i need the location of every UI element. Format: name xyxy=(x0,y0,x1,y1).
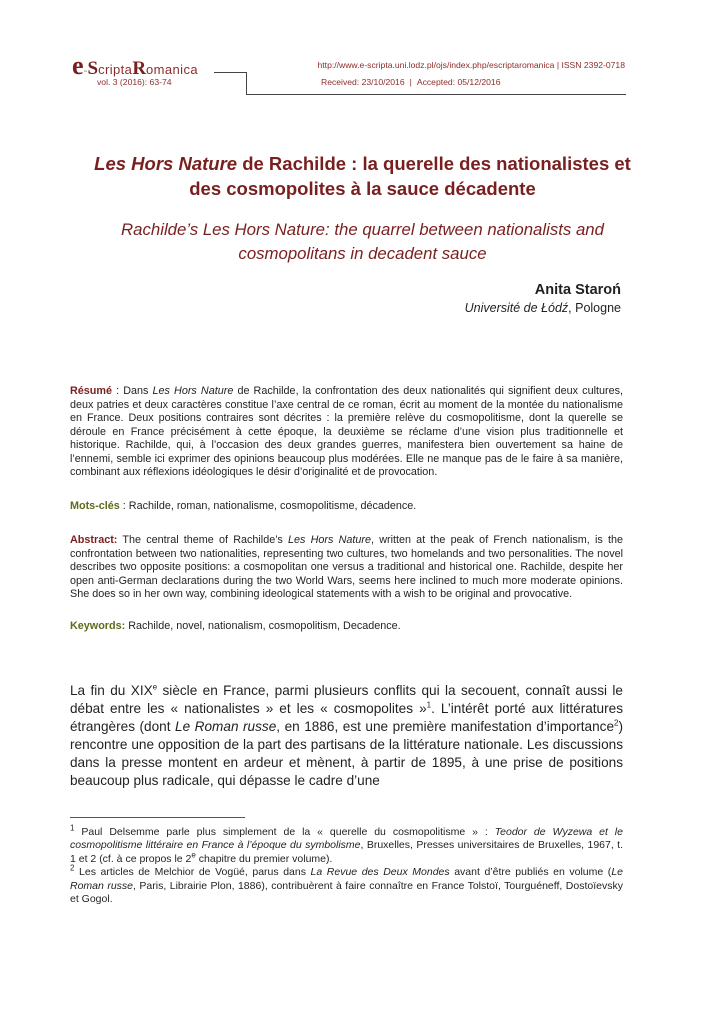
header-rule-left xyxy=(214,72,247,73)
article-title xyxy=(70,151,655,201)
mots-cles-text: : Rachilde, roman, nationalisme, cosmopolitisme, décadence. xyxy=(119,500,417,512)
abstract-paragraph xyxy=(70,534,623,602)
footnote-1-sup: e xyxy=(191,850,196,860)
body-paragraph xyxy=(70,682,623,790)
body-italic: Le Roman russe xyxy=(175,719,277,734)
footnote-1-pre: Paul Delsemme parle plus simplement de la « querelle du cosmopolitisme » : xyxy=(74,826,495,838)
logo-dash: - xyxy=(83,64,88,77)
accepted-date: Accepted: 05/12/2016 xyxy=(416,77,501,87)
footnote-ref-1[interactable]: 1 xyxy=(426,700,432,710)
author-block xyxy=(465,282,621,315)
footnote-2-pre: Les articles de Melchior de Vogüé, parus dans xyxy=(74,866,311,879)
received-date: Received: 23/10/2016 xyxy=(321,77,405,87)
subtitle-line2: cosmopolitans in decadent sauce xyxy=(238,244,487,263)
title-line1: de Rachilde : la querelle des nationalistes et xyxy=(237,153,631,174)
mots-cles xyxy=(70,500,623,514)
header-rule-vertical xyxy=(246,72,247,94)
subtitle-line1: Rachilde’s Les Hors Nature: the quarrel between nationalists and xyxy=(121,220,604,239)
body-sup: e xyxy=(152,682,158,692)
footnote-1-post: , Bruxelles, Presses universitaires de Bruxelles, 1967, t. 1 et 2 (cf. à ce propos le 2 xyxy=(70,839,623,865)
resume-label: Résumé xyxy=(70,385,113,397)
body-text-4: , en 1886, est une première manifestation d’importance xyxy=(276,719,615,734)
logo-cripta: cripta xyxy=(98,62,133,77)
journal-logo xyxy=(72,53,198,79)
footnote-2-mid: avant d’être publiés en volume ( xyxy=(449,866,612,879)
footnote-1-end: chapitre du premier volume). xyxy=(195,852,333,865)
affiliation-country: , Pologne xyxy=(568,301,621,315)
footnote-2-end: , Paris, Librairie Plon, 1886), contribuèrent à faire connaître en France Tolstoï, Tourguéneff, Dostoïevsky et Gogol. xyxy=(70,879,623,906)
mots-cles-label: Mots-clés xyxy=(70,500,120,512)
logo-s: S xyxy=(87,58,99,79)
affiliation-university: Université de Łódź xyxy=(464,301,569,315)
keywords xyxy=(70,620,623,634)
abstract-label: Abstract: xyxy=(70,534,118,546)
footnote-2-italic: La Revue des Deux Mondes xyxy=(310,866,450,879)
footnote-2-italic2: Le Roman russe xyxy=(70,866,623,892)
footnote-2-number: 2 xyxy=(70,863,75,873)
resume-italic: Les Hors Nature xyxy=(152,385,234,397)
submission-dates xyxy=(321,77,500,87)
keywords-label: Keywords: xyxy=(70,620,126,632)
footnotes xyxy=(70,823,623,906)
author-name: Anita Staroń xyxy=(534,282,621,298)
title-line2: des cosmopolites à la sauce décadente xyxy=(189,178,536,199)
keywords-text: Rachilde, novel, nationalism, cosmopolitism, Decadence. xyxy=(125,620,401,632)
resume-paragraph xyxy=(70,385,623,480)
footnote-2 xyxy=(70,863,623,906)
author-affiliation xyxy=(465,301,621,315)
body-text-2: siècle en France, parmi plusieurs conflits qui la secouent, connaît aussi le débat entre les « nationalistes » et les « cosmopolites » xyxy=(70,683,623,716)
date-separator: | xyxy=(409,77,412,87)
body-text-5: ) rencontre une opposition de la part des partisans de la littérature nationale. Les discussions dans la presse montent en ardeur et mènent, à partir de 1895, à une prise de positions beaucoup plus radicale, qui dépasse le cadre d’une xyxy=(70,719,623,788)
logo-omanica: omanica xyxy=(146,62,198,77)
logo-r: R xyxy=(132,58,147,79)
volume-info: vol. 3 (2016): 63-74 xyxy=(97,77,172,87)
footnote-1-number: 1 xyxy=(70,823,75,833)
abstract-pre: The central theme of Rachilde’s xyxy=(117,534,288,546)
abstract-text: , written at the peak of French nationalism, is the confrontation between two nationalities, representing two cultures, two homelands and two personalities. The novel describes two opposite positions: a cosmopolitan one versus a traditional and historical one. Rachilde, despite her open anti-German declarations during the two World Wars, seems here inclined to much more moderate opinions. She does so in her own way, combining ideological statements with a wish to be original and provocative. xyxy=(70,534,623,600)
header-rule-bottom xyxy=(246,94,626,95)
logo-e: e xyxy=(72,51,84,80)
footnote-1-italic: Teodor de Wyzewa et le cosmopolitisme littéraire en France à l’époque du symbolisme xyxy=(70,826,623,852)
footnote-ref-2[interactable]: 2 xyxy=(614,718,619,728)
resume-pre: : Dans xyxy=(112,385,153,397)
footnote-1 xyxy=(70,823,623,866)
journal-url[interactable]: http://www.e-scripta.uni.lodz.pl/ojs/index.php/escriptaromanica | ISSN 2392-0718 xyxy=(317,60,625,70)
abstract-italic: Les Hors Nature xyxy=(288,534,371,546)
body-text-3: . L’intérêt porté aux littératures étrangères (dont xyxy=(70,701,624,734)
title-italic: Les Hors Nature xyxy=(94,153,238,174)
body-text-1: La fin du XIX xyxy=(70,683,153,698)
footnote-divider xyxy=(70,817,245,818)
article-subtitle xyxy=(70,218,655,266)
resume-text: de Rachilde, la confrontation des deux nationalités qui signifient deux cultures, deux patries et deux caractères constitue l’axe central de ce roman, écrit au moment de la montée du nationalisme en France. Deux positions contraires sont décrites : la première relève du cosmopolitisme, dont la querelle se déroule en France précisément à cette époque, la deuxième se réclame d’une vision plus traditionnelle et historique. Rachilde, qui, à l’occasion des deux grandes guerres, manifestera bien ouvertement sa haine de l’ennemi, semble ici exprimer des opinions beaucoup plus modérées. Elle ne manque pas de le faire à sa manière, combinant aux réflexions idéologiques le désir d’originalité et de provocation. xyxy=(70,385,623,478)
